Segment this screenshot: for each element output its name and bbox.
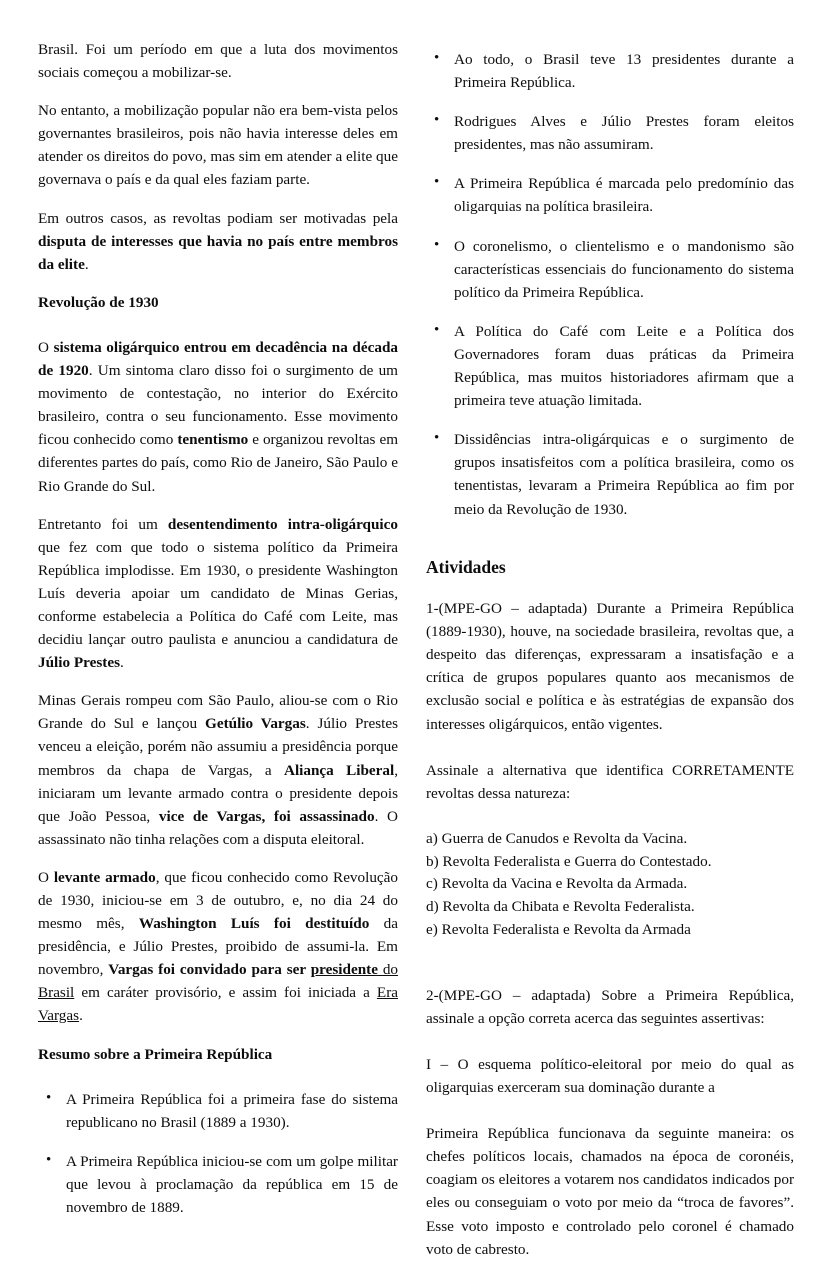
text-run-bold-tenentismo: tenentismo	[177, 431, 249, 449]
left-column	[38, 38, 399, 1217]
list-item: • O coronelismo, o clientelismo e o mandonismo são características essenciais do funcionamento do sistema político da Primeira República.	[426, 235, 794, 304]
text-run-period-3: .	[79, 1007, 83, 1025]
spacer	[426, 535, 794, 551]
text-run-bold-underline-presidente: presidente	[310, 961, 378, 979]
text-run-minas: Minas Gerais rompeu com São Paulo, aliou-se com o Rio Grande do Sul e lançou	[38, 692, 398, 733]
paragraph-minas-gerais	[38, 689, 398, 851]
alternative-e: e) Revolta Federalista e Revolta da Armada	[426, 921, 691, 939]
paragraph-brasil: Brasil. Foi um período em que a luta dos movimentos sociais começou a mobilizar-se.	[38, 41, 398, 82]
spacer	[426, 751, 794, 759]
list-item: • Ao todo, o Brasil teve 13 presidentes durante a Primeira República.	[426, 48, 794, 94]
left-bullet-list	[38, 1088, 398, 1219]
list-item: • A Primeira República foi a primeira fase do sistema republicano no Brasil (1889 a 1930).	[38, 1088, 398, 1134]
text-run-bold-washington-destituido: Washington Luís foi destituído	[138, 915, 370, 933]
text-run-period-2: .	[119, 654, 124, 672]
text-run-plain: Em outros casos, as revoltas podiam ser motivadas pela	[38, 209, 398, 227]
text-run-bold-getulio-vargas: Getúlio Vargas	[205, 715, 306, 733]
text-run-sintoma: . Um sintoma claro disso foi o surgimento de um movimento de contestação, no interior do Exército brasileiro, contra o seu funcionamento. Esse movimento ficou conhecido como	[38, 362, 398, 449]
text-run-underline-era-vargas: Era Vargas	[38, 984, 398, 1025]
question-1-instruction: Assinale a alternativa que identifica CORRETAMENTE revoltas dessa natureza:	[426, 761, 794, 802]
paragraph-levante-armado	[38, 866, 398, 1028]
list-item: • A Primeira República é marcada pelo predomínio das oligarquias na política brasileira.	[426, 172, 794, 218]
alternative-c: c) Revolta da Vacina e Revolta da Armada.	[426, 875, 688, 893]
text-run-o: O	[38, 338, 49, 356]
text-run-bold-intraoligarquico: desentendimento intra-oligárquico	[167, 515, 398, 533]
question-2-assertive-1: I – O esquema político-eleitoral por meio do qual as oligarquias exerceram sua dominação durante a	[426, 1056, 794, 1097]
text-run-underline-do-brasil: do Brasil	[38, 961, 399, 1002]
list-item: • A Política do Café com Leite e a Política dos Governadores foram duas práticas da Primeira República, mas muitos historiadores afirmam que a primeira teve atuação limitada.	[426, 320, 794, 412]
spacer	[426, 958, 794, 984]
spacer	[426, 1114, 794, 1122]
text-run-bold-levante-armado: levante armado	[53, 868, 156, 886]
text-run-assassinato: . O assassinato não tinha relações com a disputa eleitoral.	[38, 807, 399, 848]
two-column-layout	[38, 38, 796, 1258]
list-item: • Dissidências intra-oligárquicas e o surgimento de grupos insatisfeitos com a política brasileira, como os tenentistas, levaram a Primeira República ao fim por meio da Revolução de 1930.	[426, 428, 794, 520]
text-run-bold-julio-prestes: Júlio Prestes	[38, 654, 120, 672]
text-run-bold-decadencia: sistema oligárquico entrou em decadência na década de 1920	[38, 338, 398, 380]
spacer	[426, 820, 794, 828]
text-run-revolucao-1930: , que ficou conhecido como Revolução de 1930, iniciou-se em 3 de outubro, e, no dia 24 do mesmo mês,	[38, 868, 399, 933]
question-2-assertive-1-continued: Primeira República funcionava da seguinte maneira: os chefes políticos locais, chamados na época de coronéis, coagiam os eleitores a votarem nos candidatos indicados por eles ou conseguiam o voto por meio da “troca de favores”. Esse voto imposto e controlado pelo coronel é chamado voto de cabresto.	[426, 1125, 794, 1258]
text-run-revoltas: e organizou revoltas em diferentes partes do país, como Rio de Janeiro, São Paulo e Rio Grande do Sul.	[38, 431, 399, 495]
text-run-levante: , iniciaram um levante armado contra o presidente depois que João Pessoa,	[38, 761, 398, 825]
paragraph-sistema-oligarquico	[38, 336, 398, 498]
question-1-statement: 1-(MPE-GO – adaptada) Durante a Primeira República (1889-1930), houve, na sociedade brasileira, revoltas que, a despeito das diferenças, expressaram a insatisfação e a crítica de grupos populares quanto aos mecanismos de exclusão social e política e às estratégias de expansão dos interesses oligárquicos, então vigentes.	[426, 600, 794, 733]
alternative-d: d) Revolta da Chibata e Revolta Federalista.	[426, 898, 695, 916]
text-run-o-2: O	[38, 868, 54, 886]
text-run-presidencia: . Júlio Prestes venceu a eleição, porém não assumiu a presidência porque membros da chapa de Vargas, a	[38, 715, 398, 779]
paragraph-revoltas-motivadas	[38, 207, 398, 276]
heading-revolucao-1930: Revolução de 1930	[38, 293, 159, 311]
right-bullet-list	[426, 48, 794, 521]
right-column	[426, 38, 794, 1258]
text-run-presidencia-2: da presidência, e Júlio Prestes, proibido de assumi-la. Em novembro,	[38, 915, 399, 979]
spacer	[426, 1045, 794, 1053]
paragraph-desentendimento	[38, 513, 398, 675]
text-run-bold-vargas-convidado: Vargas foi convidado para ser	[108, 961, 311, 979]
text-run-bold: disputa de interesses que havia no país entre membros da elite	[38, 232, 398, 273]
question-2-statement: 2-(MPE-GO – adaptada) Sobre a Primeira República, assinale a opção correta acerca das seguintes assertivas:	[426, 986, 794, 1027]
list-item: • Rodrigues Alves e Júlio Prestes foram eleitos presidentes, mas não assumiram.	[426, 110, 794, 156]
list-item: • A Primeira República iniciou-se com um golpe militar que levou à proclamação da república em 15 de novembro de 1889.	[38, 1150, 398, 1219]
text-run-bold-vice-vargas: vice de Vargas, foi assassinado	[158, 807, 375, 825]
heading-resumo-primeira-republica: Resumo sobre a Primeira República	[38, 1045, 273, 1063]
alternative-b: b) Revolta Federalista e Guerra do Contestado.	[426, 852, 712, 870]
alternative-a: a) Guerra de Canudos e Revolta da Vacina.	[426, 829, 688, 847]
text-run-politica-cafe: que fez com que todo o sistema político da Primeira República implodisse. Em 1930, o presidente Washington Luís deveria apoiar um candidato de Minas Gerias, conforme estabelecia a Política do Café com Leite, mas decidiu lançar outro paulista e anunciou a candidatura de	[38, 538, 398, 649]
text-run-carater-provisorio: em caráter provisório, e assim foi iniciada a	[74, 984, 377, 1002]
heading-atividades: Atividades	[426, 556, 506, 577]
text-run-period: .	[84, 255, 89, 273]
question-1-alternatives	[426, 828, 794, 942]
text-run-bold-alianca-liberal: Aliança Liberal	[283, 761, 395, 779]
paragraph-mobilizacao: No entanto, a mobilização popular não era bem-vista pelos governantes brasileiros, pois não havia interesse deles em atender os direitos do povo, mas sim em atender a elite que governava o país e da qual eles faziam parte.	[38, 102, 398, 189]
text-run-entretanto: Entretanto foi um	[38, 515, 168, 533]
